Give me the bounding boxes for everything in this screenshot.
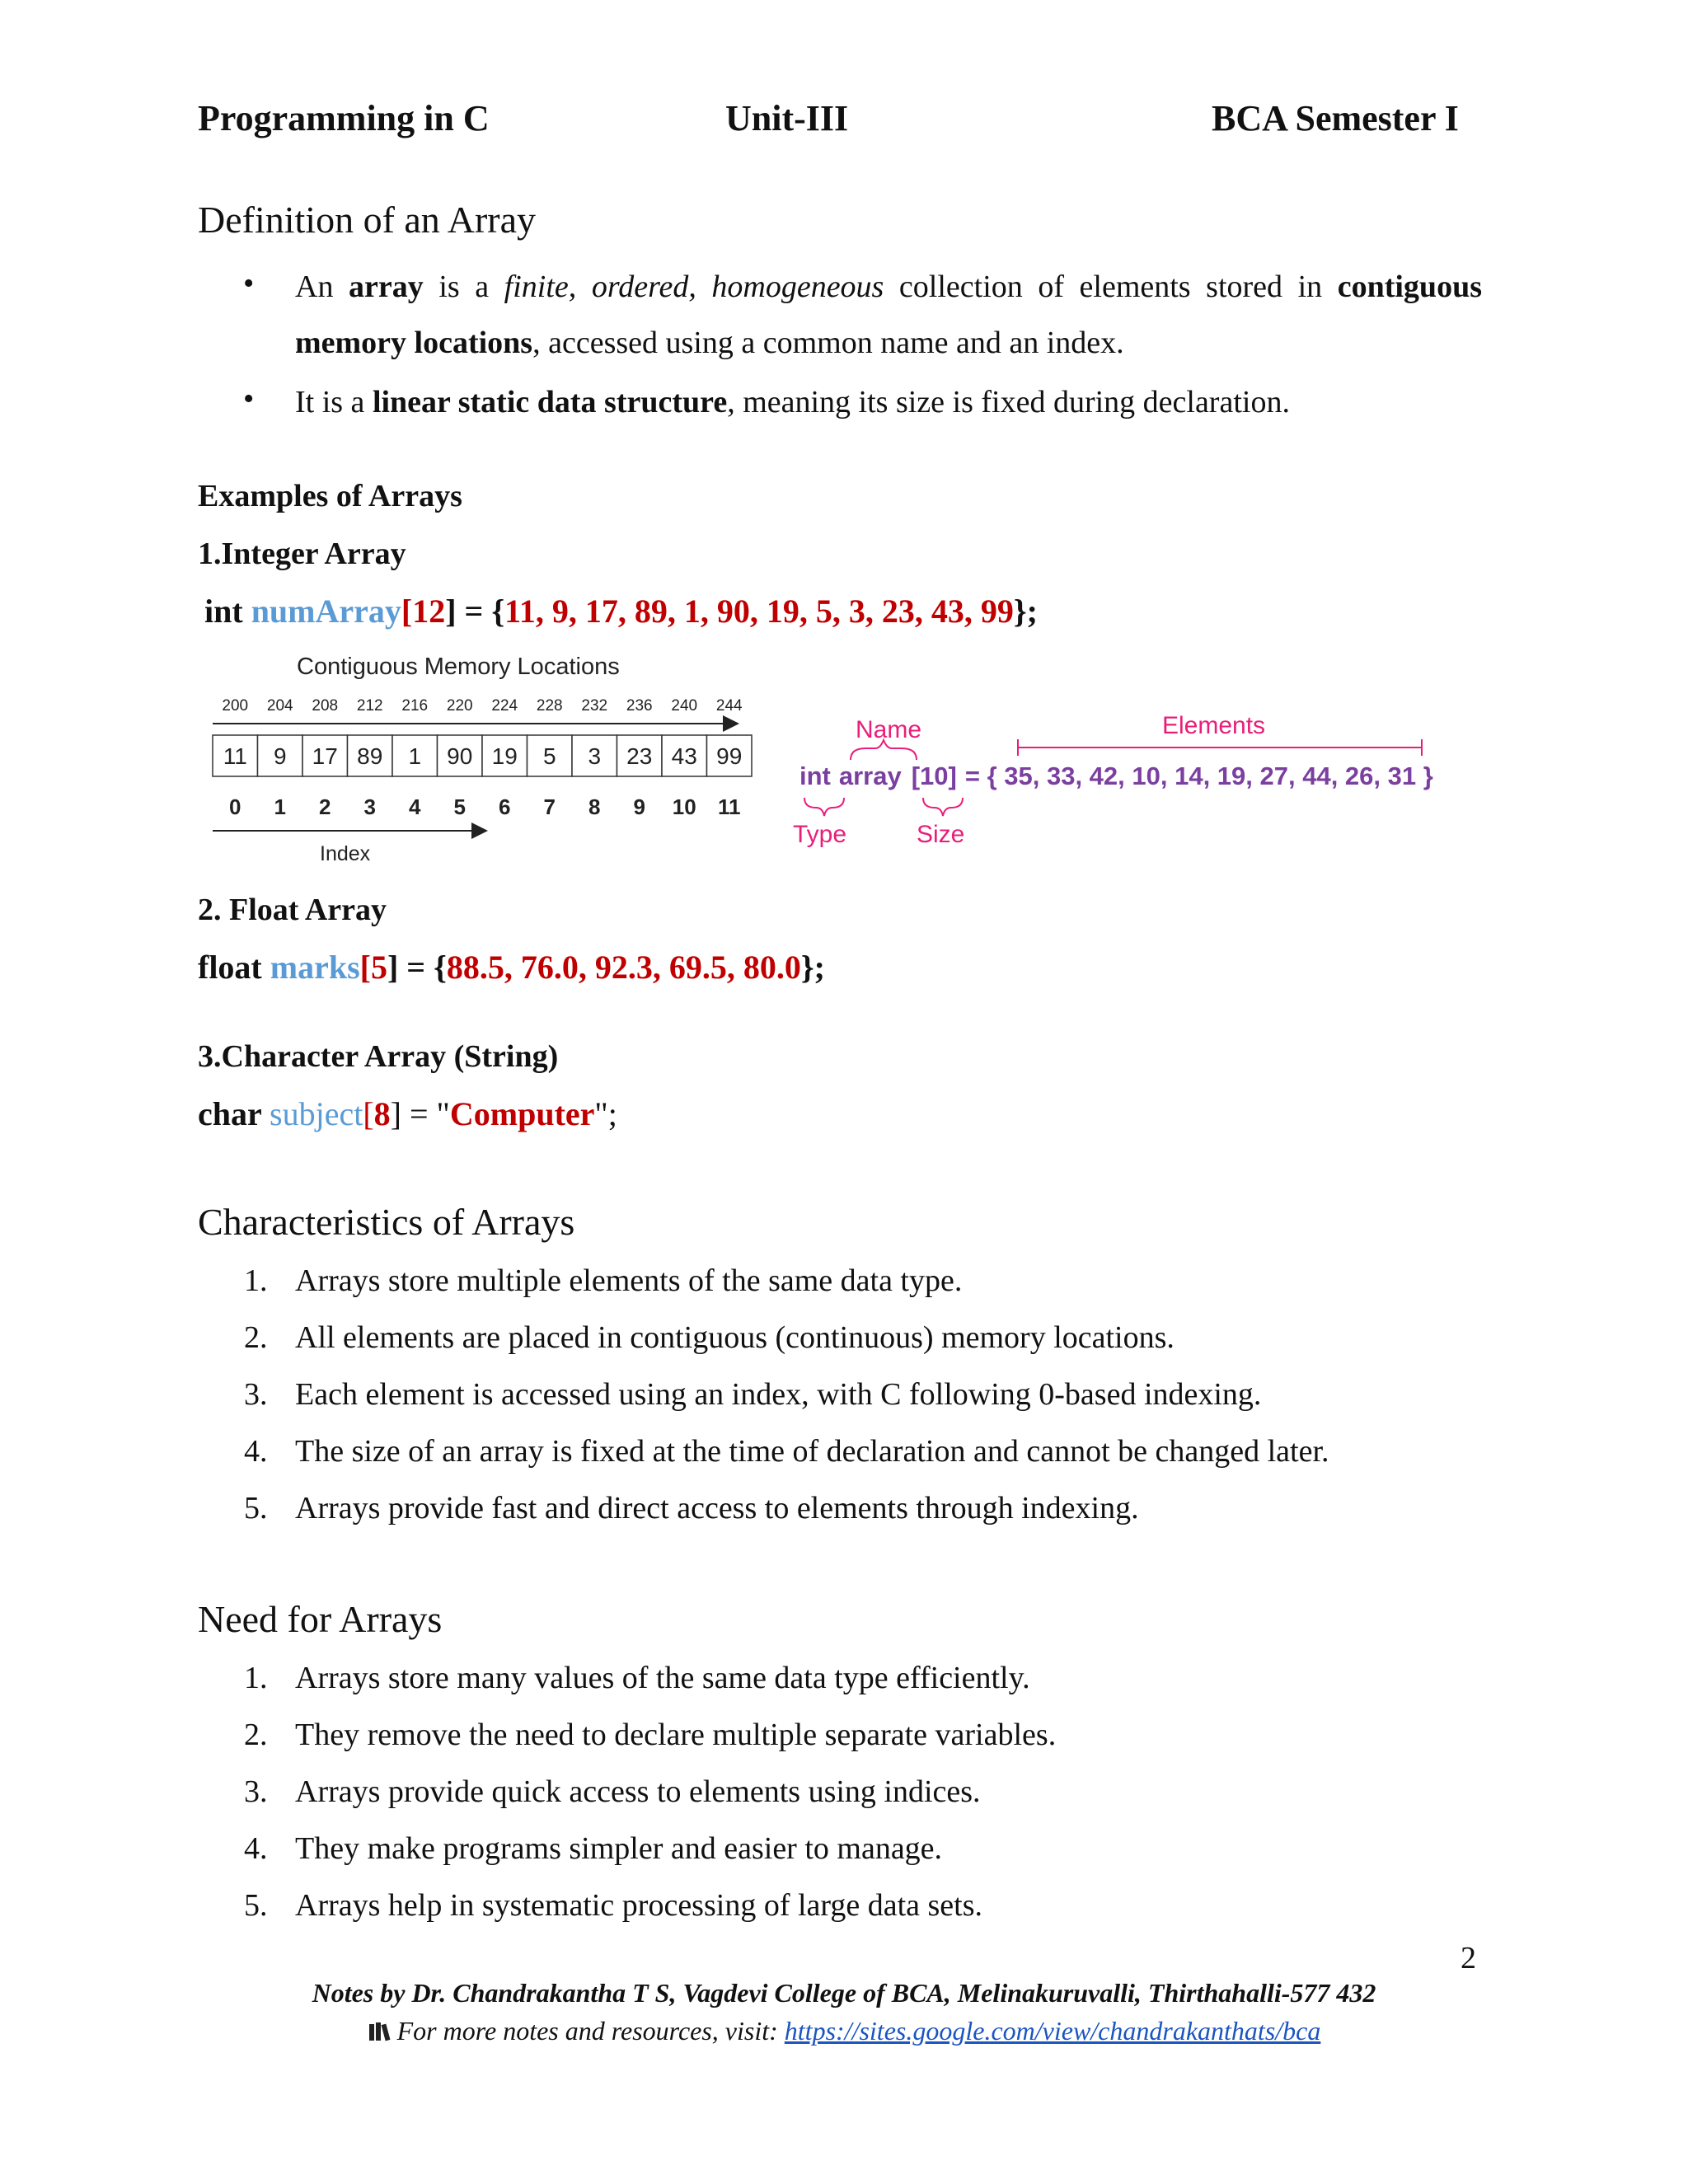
header-title-right: BCA Semester I — [1212, 98, 1459, 138]
size-brace — [923, 798, 963, 816]
characteristics-item: All elements are placed in contiguous (continuous) memory locations. — [295, 1320, 1175, 1355]
integer-array-heading: 1.Integer Array — [198, 537, 406, 571]
characteristics-item: Arrays provide fast and direct access to elements through indexing. — [295, 1491, 1139, 1526]
memory-cell-value: 19 — [491, 743, 518, 769]
float-array-heading: 2. Float Array — [198, 893, 387, 927]
footer-resources-line: For more notes and resources, visit: https://sites.google.com/view/chandrakanthats/bca — [0, 2016, 1688, 2046]
memory-index-label: 10 — [672, 794, 696, 819]
memory-address-label: 208 — [312, 697, 339, 715]
memory-index-label: 7 — [543, 794, 556, 819]
memory-address-label: 236 — [626, 697, 653, 715]
integer-array-code: int numArray[12] = {11, 9, 17, 89, 1, 90, 19, 5, 3, 23, 43, 99}; — [204, 593, 1038, 630]
memory-cell-value: 11 — [223, 743, 247, 769]
resources-link[interactable]: https://sites.google.com/view/chandrakanthats/bca — [784, 2016, 1321, 2046]
type-brace — [804, 798, 844, 816]
characteristics-item: The size of an array is fixed at the time of declaration and cannot be changed later. — [295, 1434, 1329, 1469]
memory-layout-figure — [206, 643, 758, 874]
need-heading: Need for Arrays — [198, 1598, 443, 1640]
need-item: They remove the need to declare multiple separate variables. — [295, 1718, 1057, 1752]
memory-address-label: 240 — [671, 697, 698, 715]
memory-index-label: 8 — [588, 794, 601, 819]
memory-address-label: 244 — [715, 697, 743, 715]
footer-author-line: Notes by Dr. Chandrakantha T S, Vagdevi College of BCA, Melinakuruvalli, Thirthahalli-577 432 — [312, 1978, 1376, 2008]
need-number: 2. — [244, 1718, 268, 1752]
header-title-left: Programming in C — [198, 98, 490, 138]
elements-label: Elements — [1162, 712, 1266, 739]
index-label: Index — [320, 842, 371, 865]
characteristics-number: 3. — [244, 1377, 268, 1412]
memory-index-label: 9 — [633, 794, 645, 819]
memory-index-label: 0 — [229, 794, 241, 819]
memory-index-label: 11 — [718, 794, 741, 819]
memory-address-label: 224 — [491, 697, 518, 715]
memory-address-label: 200 — [222, 697, 249, 715]
page-number: 2 — [1461, 1941, 1476, 1975]
need-item: Arrays help in systematic processing of large data sets. — [295, 1888, 983, 1923]
need-number: 1. — [244, 1661, 268, 1695]
memory-cell-value: 89 — [357, 743, 383, 769]
memory-address-label: 212 — [356, 697, 383, 715]
memory-address-label: 232 — [581, 697, 608, 715]
bullet-dot: • — [243, 266, 255, 301]
memory-cell-value: 5 — [542, 743, 556, 769]
char-array-heading: 3.Character Array (String) — [198, 1039, 559, 1074]
bullet-dot: • — [243, 382, 255, 416]
memory-cell-value: 9 — [273, 743, 287, 769]
memory-index-label: 4 — [409, 794, 421, 819]
memory-index-label: 3 — [363, 794, 376, 819]
memory-index-label: 5 — [453, 794, 466, 819]
memory-cell-value: 17 — [312, 743, 338, 769]
memory-address-label: 216 — [401, 697, 429, 715]
type-label: Type — [793, 821, 847, 848]
characteristics-item: Arrays store multiple elements of the same data type. — [295, 1263, 963, 1298]
characteristics-number: 4. — [244, 1434, 268, 1469]
definition-bullet-1: An array is a finite, ordered, homogeneous collection of elements stored in contiguous memory locations, accessed using a common name and an index. — [295, 269, 1482, 360]
characteristics-number: 5. — [244, 1491, 268, 1526]
need-number: 5. — [244, 1888, 268, 1923]
characteristics-number: 2. — [244, 1320, 268, 1355]
memory-cell-value: 99 — [716, 743, 743, 769]
memory-address-label: 228 — [536, 697, 563, 715]
need-number: 3. — [244, 1774, 268, 1809]
header-title-center: Unit-III — [725, 98, 849, 138]
memory-index-label: 2 — [319, 794, 331, 819]
float-array-code: float marks[5] = {88.5, 76.0, 92.3, 69.5, 80.0}; — [198, 949, 825, 986]
memory-cell-value: 43 — [671, 743, 697, 769]
memory-index-label: 1 — [274, 794, 286, 819]
need-item: Arrays store many values of the same data type efficiently. — [295, 1661, 1030, 1695]
definition-heading: Definition of an Array — [198, 199, 537, 241]
memory-address-label: 220 — [446, 697, 473, 715]
need-item: They make programs simpler and easier to manage. — [295, 1831, 943, 1866]
characteristics-item: Each element is accessed using an index, with C following 0-based indexing. — [295, 1377, 1262, 1412]
array-syntax-figure — [793, 701, 1459, 865]
memory-figure-title: Contiguous Memory Locations — [297, 654, 620, 680]
memory-cell-value: 23 — [626, 743, 653, 769]
definition-bullet-2: It is a linear static data structure, meaning its size is fixed during declaration. — [295, 385, 1290, 419]
need-number: 4. — [244, 1831, 268, 1866]
examples-heading: Examples of Arrays — [198, 479, 462, 513]
characteristics-heading: Characteristics of Arrays — [198, 1201, 575, 1243]
size-label: Size — [917, 821, 965, 848]
memory-cell-value: 90 — [447, 743, 473, 769]
char-array-code: char subject[8] = "Computer"; — [198, 1095, 617, 1132]
name-label: Name — [856, 716, 922, 743]
need-item: Arrays provide quick access to elements using indices. — [295, 1774, 981, 1809]
memory-address-label: 204 — [266, 697, 293, 715]
characteristics-number: 1. — [244, 1263, 268, 1298]
syntax-code-line: int array [10] = { 35, 33, 42, 10, 14, 19, 27, 44, 26, 31 } — [799, 762, 1433, 790]
memory-cell-value: 3 — [588, 743, 602, 769]
memory-cell-value: 1 — [408, 743, 422, 769]
books-icon — [368, 2021, 392, 2042]
memory-index-label: 6 — [499, 794, 511, 819]
